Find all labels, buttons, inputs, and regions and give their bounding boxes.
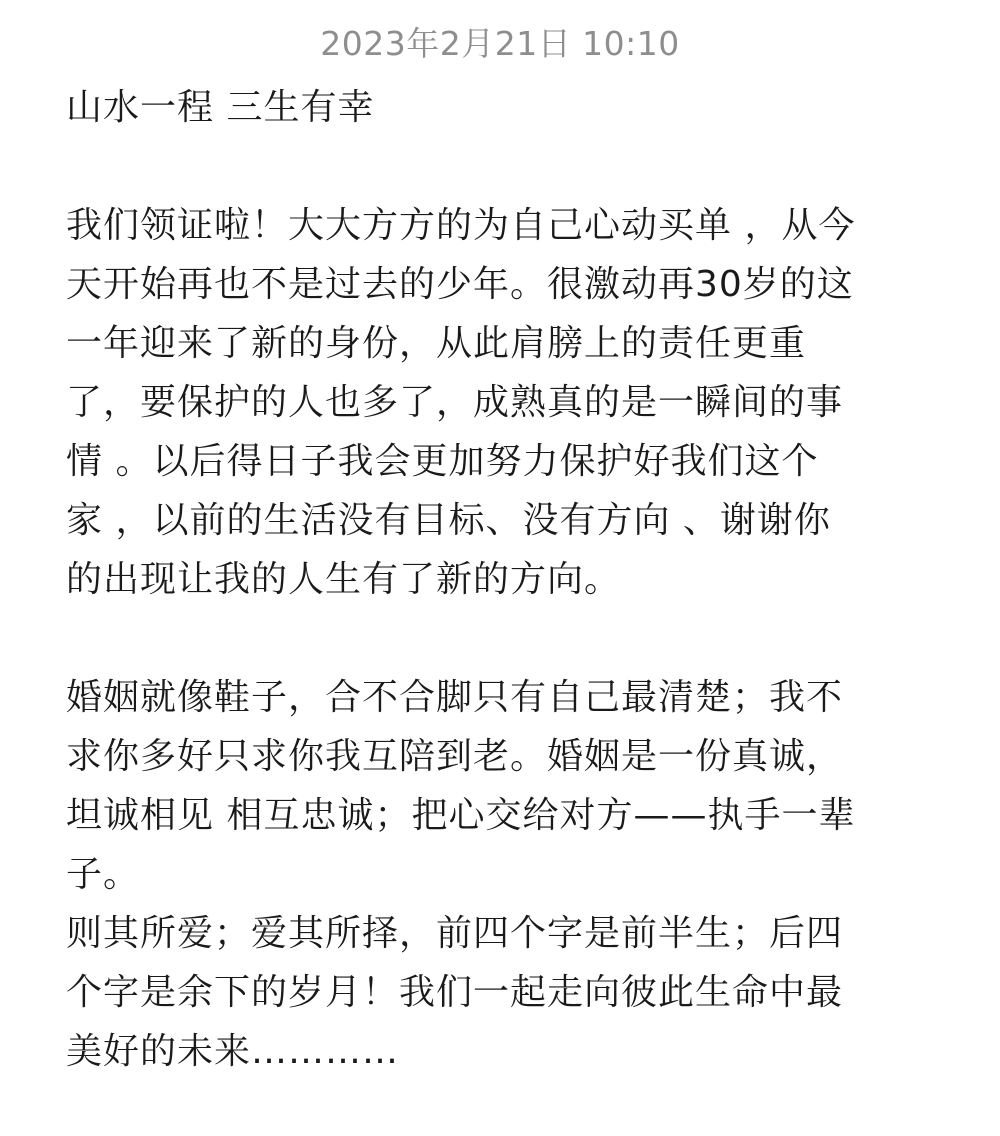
text-line: 我们领证啦！大大方方的为自己心动买单 ，从今 [66,205,856,246]
note-title: 山水一程 三生有幸 [66,87,375,128]
paragraph-marriage-certificate [66,196,946,609]
text-line: 情 。以后得日子我会更加努力保护好我们这个 [66,441,819,482]
paragraph-marriage-reflection [66,668,946,1081]
text-line: 个字是余下的岁月！我们一起走向彼此生命中最 [66,972,844,1013]
text-line: 子。 [66,854,141,895]
text-line: 了，要保护的人也多了，成熟真的是一瞬间的事 [66,382,844,423]
blank-line [66,137,946,196]
text-line: 美好的未来………… [66,1031,400,1072]
text-line: 家 ，以前的生活没有目标、没有方向 、谢谢你 [66,500,831,541]
text-line: 坦诚相见 相互忠诚；把心交给对方——执手一辈 [66,795,856,836]
note-timestamp: 2023年2月21日 10:10 [320,24,680,63]
text-line: 婚姻就像鞋子，合不合脚只有自己最清楚；我不 [66,677,844,718]
text-line: 天开始再也不是过去的少年。很激动再30岁的这 [66,264,854,305]
text-line: 一年迎来了新的身份，从此肩膀上的责任更重 [66,323,807,364]
note-body[interactable] [66,78,946,1081]
text-line: 的出现让我的人生有了新的方向。 [66,559,622,600]
text-line: 则其所爱；爱其所择，前四个字是前半生；后四 [66,913,844,954]
blank-line [66,609,946,668]
text-line: 求你多好只求你我互陪到老。婚姻是一份真诚， [66,736,844,777]
